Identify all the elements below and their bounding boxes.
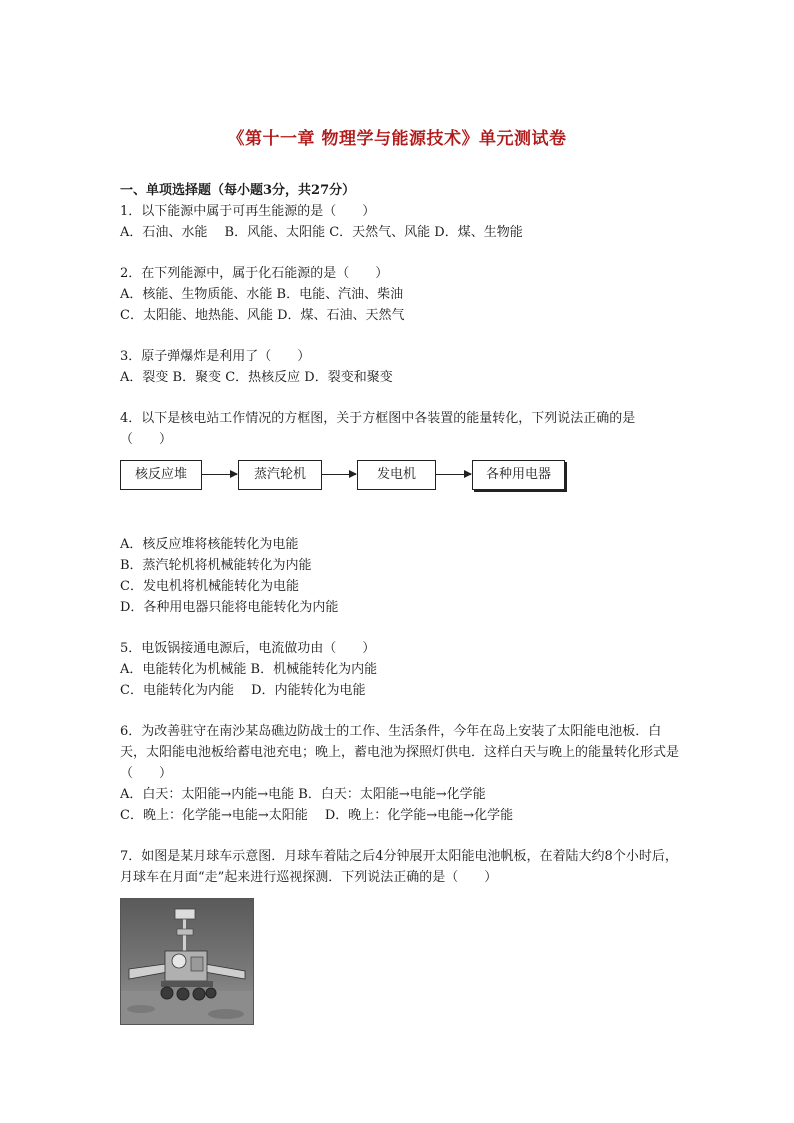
flow-box-appliances: 各种用电器: [472, 460, 565, 490]
option-line: A．核能、生物质能、水能 B．电能、汽油、柴油: [120, 287, 404, 302]
exam-content: [120, 180, 680, 1025]
option-line: D．各种用电器只能将电能转化为内能: [120, 600, 339, 615]
question-stem: 6．为改善驻守在南沙某岛礁边防战士的工作、生活条件，今年在岛上安装了太阳能电池板．白天，太阳能电池板给蓄电池充电；晚上，蓄电池为探照灯供电．这样白天与晚上的能量转化形式是（ ）: [120, 724, 680, 781]
lunar-rover-photo: [120, 898, 254, 1025]
flow-arrow-icon: [435, 474, 471, 475]
option-line: C．太阳能、地热能、风能 D．煤、石油、天然气: [120, 308, 405, 323]
question-stem: 3．原子弹爆炸是利用了（ ）: [120, 349, 311, 364]
nuclear-plant-flowchart: [120, 460, 680, 494]
question-stem: 4．以下是核电站工作情况的方框图，关于方框图中各装置的能量转化，下列说法正确的是（ ）: [120, 411, 636, 447]
question-2: [120, 263, 680, 326]
option-line: A．裂变 B．聚变 C．热核反应 D．裂变和聚变: [120, 370, 393, 385]
question-7: [120, 846, 680, 1025]
question-5: [120, 638, 680, 701]
option-line: A．电能转化为机械能 B．机械能转化为内能: [120, 662, 378, 677]
question-stem: 5．电饭锅接通电源后，电流做功由（ ）: [120, 641, 376, 656]
option-line: A．核反应堆将核能转化为电能: [120, 537, 299, 552]
option-line: C．电能转化为内能 D．内能转化为电能: [120, 683, 366, 698]
option-line: B．蒸汽轮机将机械能转化为内能: [120, 558, 312, 573]
flow-box-generator: 发电机: [357, 460, 436, 490]
option-line: A．石油、水能 B．风能、太阳能 C．天然气、风能 D．煤、生物能: [120, 225, 523, 240]
question-stem: 2．在下列能源中，属于化石能源的是（ ）: [120, 266, 389, 281]
question-stem: 1．以下能源中属于可再生能源的是（ ）: [120, 204, 376, 219]
question-6: [120, 721, 680, 826]
option-line: C．发电机将机械能转化为电能: [120, 579, 299, 594]
question-4: [120, 408, 680, 618]
lunar-rover-icon: [121, 899, 253, 1024]
question-stem: 7．如图是某月球车示意图．月球车着陆之后4分钟展开太阳能电池帆板，在着陆大约8个小时后，月球车在月面“走”起来进行巡视探测．下列说法正确的是（ ）: [120, 849, 678, 885]
flow-box-reactor: 核反应堆: [120, 460, 202, 490]
question-3: [120, 346, 680, 388]
flow-arrow-icon: [201, 474, 237, 475]
question-1: [120, 201, 680, 243]
flow-box-turbine: 蒸汽轮机: [238, 460, 322, 490]
option-line: A．白天：太阳能→内能→电能 B．白天：太阳能→电能→化学能: [120, 787, 486, 802]
option-line: C．晚上：化学能→电能→太阳能 D．晚上：化学能→电能→化学能: [120, 808, 514, 823]
page-title: 《第十一章 物理学与能源技术》单元测试卷: [227, 129, 567, 149]
section-heading: 一、单项选择题（每小题3分，共27分）: [120, 183, 356, 198]
flow-arrow-icon: [321, 474, 356, 475]
